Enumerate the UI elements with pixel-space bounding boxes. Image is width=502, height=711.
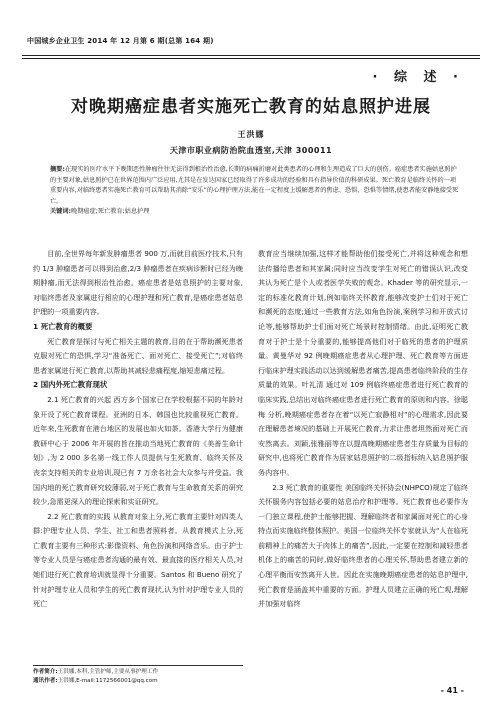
right-column [258,247,468,612]
contact-note [33,677,243,686]
keywords-line [50,207,460,218]
left-column [33,247,243,612]
heading-2: 2 国内外死亡教育现状 [33,380,108,390]
heading-1: 1 死亡教育的概要 [33,321,93,331]
header-rule [22,55,480,59]
paragraph-1: 死亡教育是探讨与死亡相关主题的教育,目的在于帮助濒死患者克服对死亡的恐惧,学习“准备死亡、面对死亡、接受死亡”;对临终患者家属进行死亡教育,以帮助其减轻悲痛程度,缩短悲痛过程。 [33,336,243,375]
contact-note-label: 通讯作者: [33,678,58,684]
article-title: 对晚期癌症患者实施死亡教育的姑息照护进展 [71,97,431,117]
footnote [33,665,243,686]
paragraph-2-2: 2.2 死亡教育的实践 从教育对象上分,死亡教育主要针对四类人群:护理专业人员、学生、社工和患者照料者。从教育模式上分,死亡教育主要有三种形式:影像资料、角色扮演和网络音乐。由于护士等专业人员是与癌症患者沟通的最有效、最直接的医疗相关人员,对她们进行死亡教育培训就显得十分重要。Santos 和 Bueno 研究了针对护理专业人员和学生的死亡教育现状,认为针对护理专业人员的死亡 [33,511,243,609]
paragraph-2-1: 2.1 死亡教育的兴起 西方多个国家已在学校根据不同的年龄对象开设了死亡教育课程。亚洲的日本、韩国也比较重视死亡教育。近年来,生死教育在港台地区的发展也如火如荼。香港大学行为健康教研中心于 2006 年开展的旨在推动当地死亡教育的《美善生命计划》,为 2 000 多名第一线工作人员提供与生死教育、临终关怀及丧亲支持相关的专业培训,现已有 7 万余名社会大众参与并受益。我国内地的死亡教育研究较薄弱,对于死亡教育与生命教育关系的研究较少,急需更深入的理论探索和实证研究。 [33,394,243,507]
running-header: 中国城乡企业卫生 2014 年 12 月第 6 期(总第 164 期) [27,37,214,45]
author-note-text: 王洪娜,本科,主管护师,主要从事护理工作 [57,669,159,675]
keywords-label: 关键词: [50,208,72,216]
author-note-label: 作者简介: [33,669,58,675]
intro-paragraph: 目前,全世界每年新发肿瘤患者 900 万,而就目前医疗技术,只有约 1/3 肿瘤患者可以得到治愈,2/3 肿瘤患者在疾病诊断时已经为晚期肿瘤,而无法得到根治性治愈。癌症患者是姑息照护的主要对象,对临终患者及家属进行相应的心理护理和死亡教育,是癌症患者姑息护理的一项重要内容。 [33,249,243,317]
section-label: · 综 述 · [372,70,464,85]
abstract-label: 摘要: [50,166,65,173]
paragraph-2-3: 2.3 死亡教育的重要性 美国临终关怀协会(NHPCO)规定了临终关怀服务内容包括必要的姑息治疗和护理等。死亡教育也必要作为一门独立课程,使护士能够把握、理解临终者和家属面对死亡的心身特点而实施临终整体照护。美国一位临终关怀专家就认为“人在临死前精神上的痛苦大于肉体上的痛苦”,因此,一定要在控制和减轻患者机体上的痛苦的同时,做好临终患者的心理关怀,帮助患者建立新的心理平衡而安然离开人世。因此在实施晚期癌症患者的姑息护理中,死亡教育是涵盖其中重要的方面。护理人员建立正确的死亡观,理解并加强对临终 [258,482,468,609]
keywords-text: 晚期癌症;死亡教育;姑息护理 [71,208,150,216]
paragraph-continued: 教育应当继续加强,这样才能帮助他们接受死亡,并将这种观念和想法传播给患者和其家属;同时应当改变学生对死亡的错误认识,改变其认为死亡是个人或者医学失败的观念。Khader 等的研究显示,一定的标准化教育计划,例如临终关怀教育,能够改变护士们对于死亡和濒死的态度;通过一些教育方法,如角色扮演,案例学习和开放式讨论等,能够帮助护士们面对死亡场景时控制情绪。由此,证明死亡教育对于护士是十分重要的,能够提高他们对于临死的患者的护理质量。黄曼华对 92 例晚期癌症患者从心理护理、死亡教育等方面进行临床护理实践活动以达到缓解患者痛苦,提高患者临终阶段的生存质量的效果。叶礼清 通过对 109 例临终癌症患者进行死亡教育的临床实践,总结出对临终癌症患者进行死亡教育的原则和内容。徐聪梅 分析,晚期癌症患者存在着“以死亡寂静相对”的心理需求,因此要在理解患者境况的基础上开展死亡教育,力求让患者坦然面对死亡而安然离去。刘颖,张雅丽等在以提高晚期癌症患者生存质量为目标的研究中,也将死亡教育作为居家姑息照护的二级指标纳入姑息照护服务内容中。 [258,249,468,477]
author-note [33,668,243,677]
author: 王洪娜 [237,130,265,139]
abstract [50,165,460,218]
affiliation: 天津市职业病防治院血透室,天津 300011 [169,146,333,155]
page-number: - 41 - [440,686,464,695]
contact-note-text: 王洪娜,E-mail:1172566001@qq.com [57,678,158,684]
abstract-text: 在现实的医疗水平下晚期恶性肿瘤往往无法得到根治性治愈,长期的病痛折磨对此类患者的心理和生理造成了巨大的创伤。癌症患者实施姑息照护的主要对象,姑息照护已在世界范围内广泛应用,尤其是在发达国家已经取得了许多成功的经验和具有指导价值的科研成果。死亡教育是临终关怀的一项重要内容,对临终患者实施死亡教育可以帮助其消除“安乐”的心理护理方法,能在一定程度上缓解患者的焦虑、恐惧、恐惧等情绪,使患者能安静地接受死亡。 [50,166,459,205]
abstract-paragraph [50,165,460,207]
